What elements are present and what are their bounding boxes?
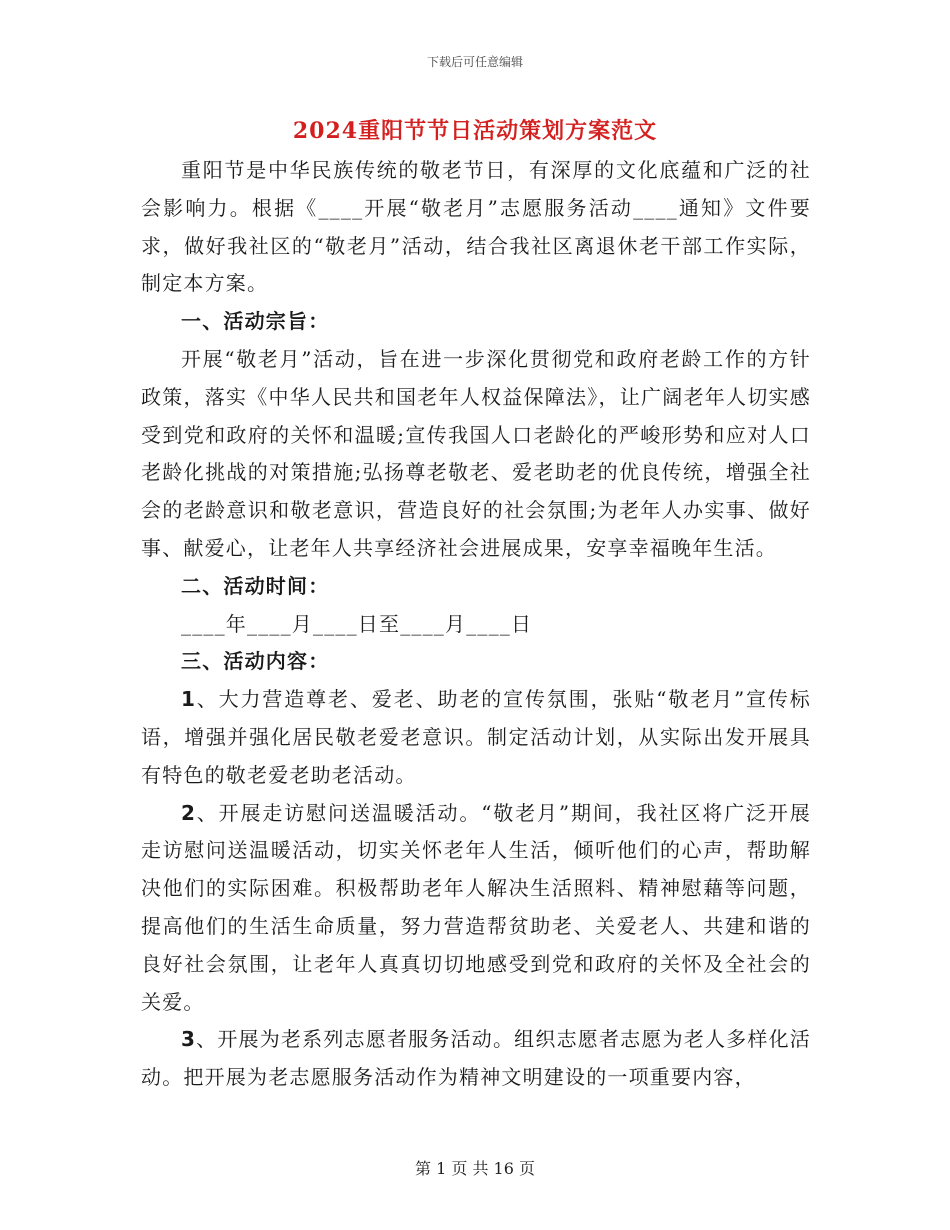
content-item-text: 、开展为老系列志愿者服务活动。组织志愿者志愿为老人多样化活动。把开展为老志愿服务活动作为精神文明建设的一项重要内容， [141, 1027, 811, 1090]
page-footer: 第 1 页 共 16 页 [415, 1159, 535, 1178]
content-item-number: 3 [181, 1027, 197, 1052]
content-item-text: 、开展走访慰问送温暖活动。“敬老月”期间，我社区将广泛开展走访慰问送温暖活动，切实关怀老年人生活，倾听他们的心声，帮助解决他们的实际困难。积极帮助老年人解决生活照料、精神慰藉等问题，提高他们的生活生命质量，努力营造帮贫助老、关爱老人、共建和谐的良好社会氛围，让老年人真真切切地感受到党和政府的关怀及全社会的关爱。 [141, 800, 811, 1014]
section-heading-time: 二、活动时间： [181, 573, 330, 598]
time-paragraph: ____年____月____日至____月____日 [181, 611, 533, 636]
content-item-text: 、大力营造尊老、爱老、助老的宣传氛围，张贴“敬老月”宣传标语，增强并强化居民敬老爱老意识。制定活动计划，从实际出发开展具有特色的敬老爱老助老活动。 [141, 687, 811, 787]
content-item-number: 2 [181, 800, 197, 825]
section-heading-purpose: 一、活动宗旨： [181, 309, 330, 334]
section-heading-content: 三、活动内容： [181, 649, 330, 674]
content-item-2 [141, 795, 811, 1022]
purpose-paragraph: 开展“敬老月”活动，旨在进一步深化贯彻党和政府老龄工作的方针政策，落实《中华人民共和国老年人权益保障法》，让广阔老年人切实感受到党和政府的关怀和温暖;宣传我国人口老龄化的严峻形势和应对人口老龄化挑战的对策措施;弘扬尊老敬老、爱老助老的优良传统，增强全社会的老龄意识和敬老意识，营造良好的社会氛围;为老年人办实事、做好事、献爱心，让老年人共享经济社会进展成果，安享幸福晚年生活。 [141, 346, 811, 560]
intro-paragraph: 重阳节是中华民族传统的敬老节日，有深厚的文化底蕴和广泛的社会影响力。根据《____开展“敬老月”志愿服务活动____通知》文件要求，做好我社区的“敬老月”活动，结合我社区离退休老干部工作实际，制定本方案。 [141, 158, 811, 296]
document-title: 2024重阳节节日活动策划方案范文 [292, 118, 658, 144]
content-item-1 [141, 681, 811, 794]
content-item-number: 1 [181, 687, 197, 712]
content-item-3 [141, 1021, 811, 1097]
header-note: 下载后可任意编辑 [426, 55, 523, 69]
document-body [141, 152, 811, 1097]
